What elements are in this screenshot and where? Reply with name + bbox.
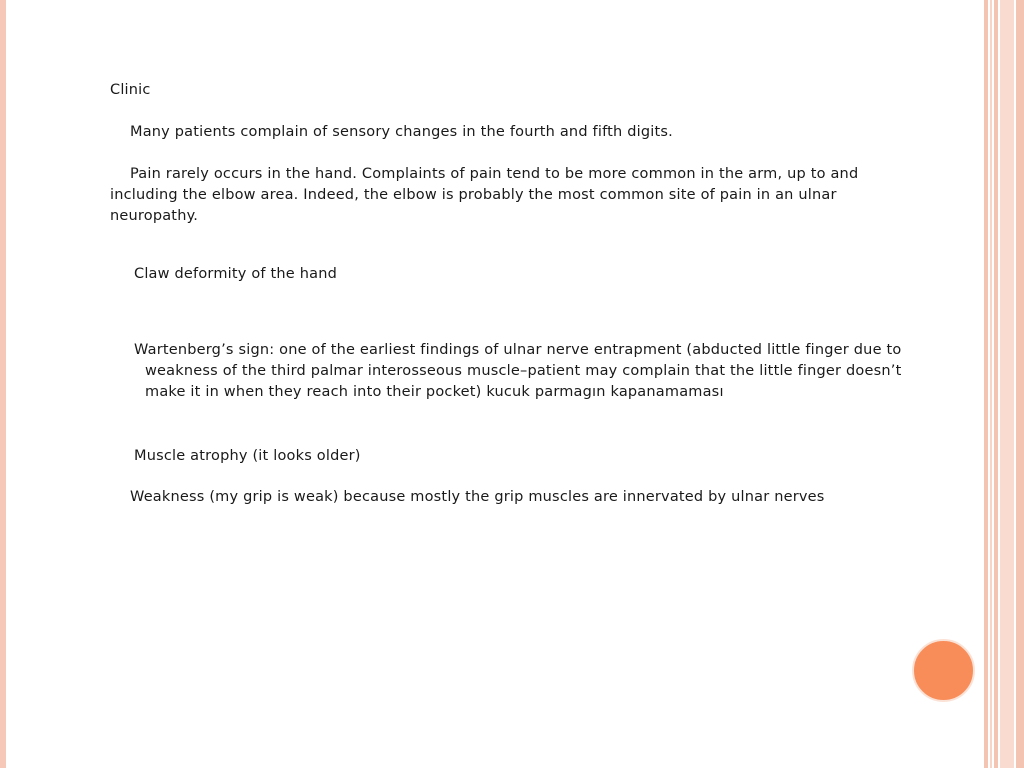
left-accent-stripe [0,0,6,768]
accent-circle [912,639,975,702]
bullet-pain-location: Pain rarely occurs in the hand. Complaints of pain tend to be more common in the arm, up to and including the elbow area. Indeed, the elbow is probably the most common site of pain in an ulnar neuropathy. [110,166,859,224]
slide-heading: Clinic [110,82,151,98]
right-accent-stripe [1016,0,1024,768]
bullet-muscle-atrophy: Muscle atrophy (it looks older) [134,448,361,464]
right-accent-stripe [994,0,998,768]
right-accent-stripe [990,0,992,768]
right-accent-stripe [984,0,988,768]
bullet-sensory-changes: Many patients complain of sensory changes in the fourth and fifth digits. [130,124,673,140]
bullet-wartenberg-sign: Wartenberg’s sign: one of the earliest findings of ulnar nerve entrapment (abducted little finger due to weakness of the third palmar interosseous muscle–patient may complain that the little finger doesn’t make it in when they reach into their pocket) kucuk parmagın kapanamaması [134,342,902,400]
bullet-claw-deformity: Claw deformity of the hand [134,266,338,282]
right-accent-stripe [1000,0,1014,768]
bullet-weakness: Weakness (my grip is weak) because mostly the grip muscles are innervated by ulnar nerves [130,489,825,505]
